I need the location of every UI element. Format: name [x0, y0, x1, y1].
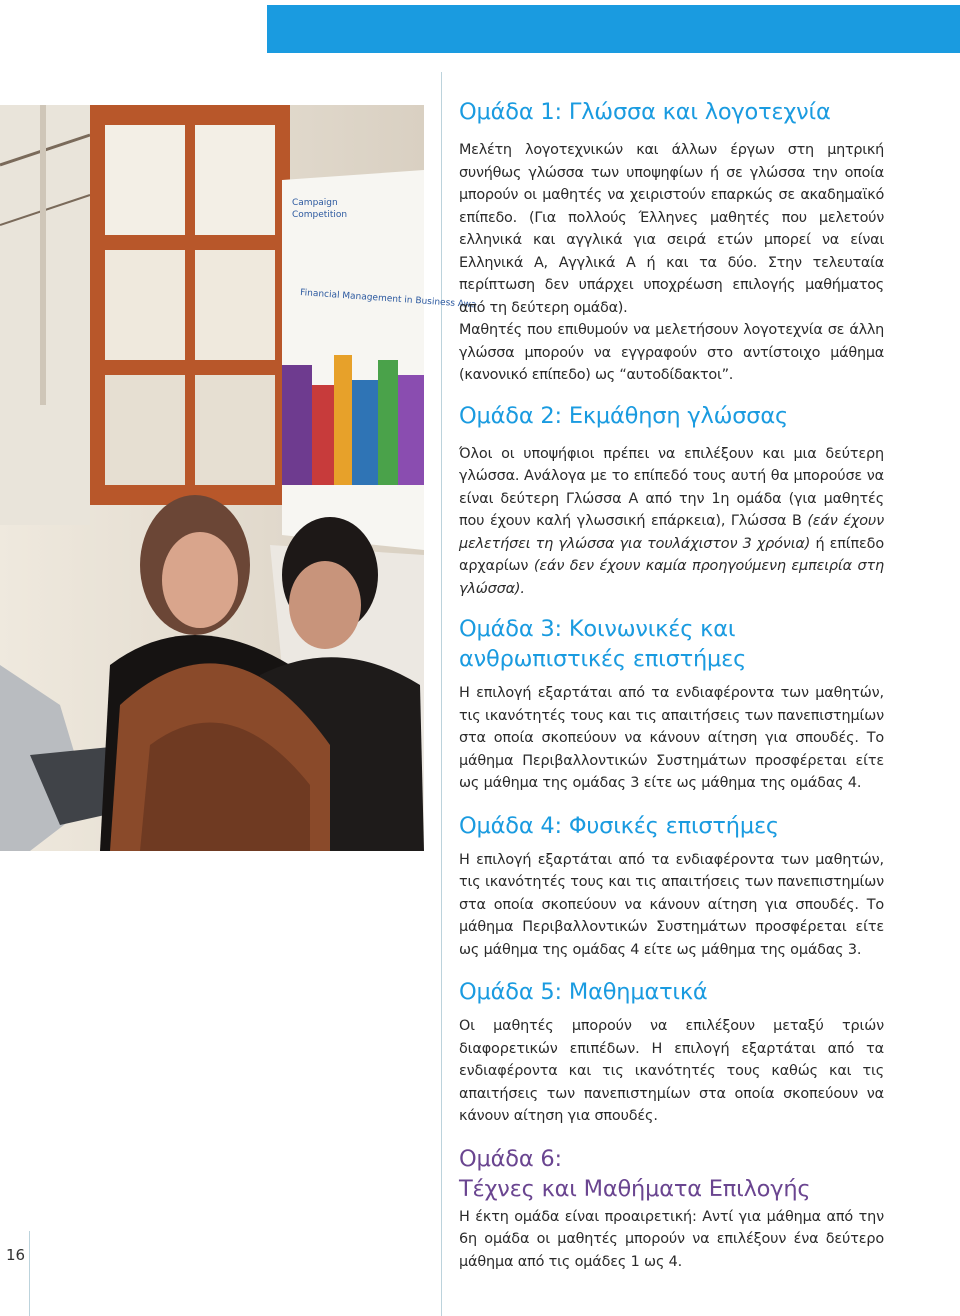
poster-logo-text: Campaign [292, 198, 338, 208]
section-text-group-1-note: Μαθητές που επιθυμούν να μελετήσουν λογοτεχνία σε άλλη γλώσσα μπορούν να εγγραφούν στο αντίστοιχο μάθημα (κανονικό επίπεδο) ως “αυτοδίδακτοι”. [459, 322, 884, 383]
section-title-group-6-line2: Τέχνες και Μαθήματα Επιλογής [459, 1175, 811, 1202]
section-text-group-1: Μελέτη λογοτεχνικών και άλλων έργων στη μητρική συνήθως γλώσσα των υποψηφίων ή σε γλώσσα την οποία μπορούν οι μαθητές να χειριστούν επαρκώς σε ακαδημαϊκό επίπεδο. (Για πολλούς Έλληνες μαθητές που μελετούν ελληνικά και αγγλικά για σειρά ετών μπορεί να είναι Ελληνικά Α, Αγγλικά Α ή και τα δύο. Στην τελευταία περίπτωση δεν υπάρχει υποχρέωση επιλογής μαθήματος από τη δεύτερη ομάδα). [459, 142, 884, 316]
section-text-group-3: Η επιλογή εξαρτάται από τα ενδιαφέροντα των μαθητών, τις ικανότητές τους και τις απαιτήσεις των πανεπιστημίων στα οποία σκοπεύουν να κάνουν αίτηση για σπουδές. Το μάθημα Περιβαλλοντικών Συστημάτων προσφέρεται είτε ως μάθημα της ομάδας 3 είτε ως μάθημα της ομάδας 4. [459, 685, 884, 791]
poster-logo-text-2: Competition [292, 210, 348, 220]
section-title-group-6-line1: Ομάδα 6: [459, 1145, 562, 1172]
section-title-group-5: Ομάδα 5: Μαθηματικά [459, 979, 708, 1005]
section-title-group-3-line2: ανθρωπιστικές επιστήμες [459, 646, 747, 672]
section-text-group-2-a: Όλοι οι υποψήφιοι πρέπει να επιλέξουν και μια δεύτερη γλώσσα. Ανάλογα με το επίπεδό τους αυτή θα μπορούσε να είναι δεύτερη Γλώσσα Α από την 1η ομάδα (για μαθητές που έχουν καλή γλωσσική επάρκεια), Γλώσσα Β [459, 445, 884, 529]
poster-heading-text: Financial Management in Business Awa [299, 288, 477, 311]
section-title-group-2: Ομάδα 2: Εκμάθηση γλώσσας [459, 402, 789, 429]
section-title-group-4: Ομάδα 4: Φυσικές επιστήμες [459, 812, 779, 839]
section-text-group-4: Η επιλογή εξαρτάται από τα ενδιαφέροντα των μαθητών, τις ικανότητές τους και τις απαιτήσεις των πανεπιστημίων στα οποία σκοπεύουν να κάνουν αίτηση για σπουδές. Το μάθημα Περιβαλλοντικών Συστημάτων προσφέρεται είτε ως μάθημα της ομάδας 4 είτε ως μάθημα της ομάδας 3. [459, 851, 884, 958]
section-text-group-5: Οι μαθητές μπορούν να επιλέξουν μεταξύ τριών διαφορετικών επιπέδων. Η επιλογή εξαρτάται από τα ενδιαφέροντα και τις ικανότητές τους καθώς και τις απαιτήσεις των πανεπιστημίων στα οποία σκοπεύουν να κάνουν αίτηση για σπουδές. [459, 1018, 884, 1124]
column-divider [441, 72, 442, 1316]
section-title-group-1: Ομάδα 1: Γλώσσα και λογοτεχνία [459, 99, 831, 125]
section-text-group-2 [459, 443, 884, 601]
section-title-group-3 [459, 614, 884, 674]
text-column [459, 97, 884, 1273]
section-title-group-6 [459, 1144, 884, 1204]
header-color-bar [267, 5, 960, 53]
section-text-group-2-d: (εάν δεν έχουν καμία προηγούμενη εμπειρία στη γλώσσα). [459, 558, 884, 597]
section-text-group-6: Η έκτη ομάδα είναι προαιρετική: Αντί για μάθημα από την 6η ομάδα οι μαθητές μπορούν να επιλέξουν ένα δεύτερο μάθημα από τις ομάδες 1 ως 4. [459, 1208, 884, 1270]
page-number-divider [29, 1231, 30, 1316]
section-title-group-3-line1: Ομάδα 3: Κοινωνικές και [459, 616, 736, 642]
section-text-group-2-b: (εάν έχουν μελετήσει τη γλώσσα για τουλάχιστον 3 χρόνια) [459, 513, 884, 552]
page-number: 16 [6, 1246, 26, 1264]
section-text-group-2-c: ή επίπεδο αρχαρίων [459, 535, 884, 574]
students-photo [0, 105, 477, 851]
